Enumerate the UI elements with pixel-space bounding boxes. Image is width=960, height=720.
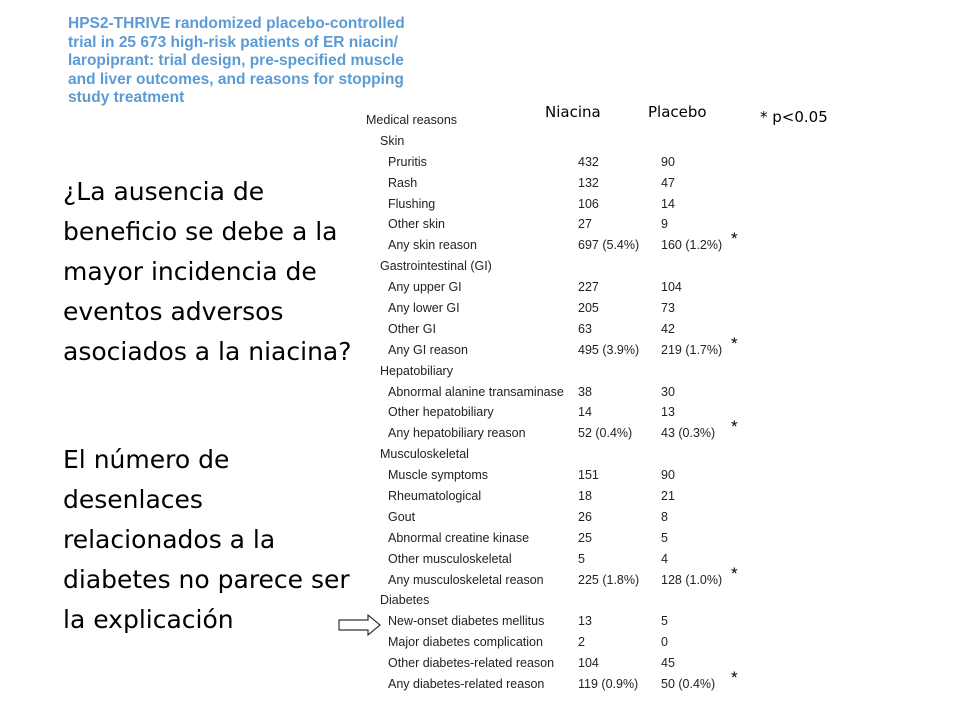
row-label: Gastrointestinal (GI) <box>380 259 492 274</box>
right-arrow-icon <box>338 614 382 636</box>
row-label: Pruritis <box>388 154 427 169</box>
significance-star: * <box>731 229 738 249</box>
title-line: HPS2-THRIVE randomized placebo-controlled <box>68 15 405 32</box>
niacin-value: 119 (0.9%) <box>578 677 639 692</box>
row-label: Rheumatological <box>388 489 482 504</box>
significance-star: * <box>731 563 738 583</box>
niacin-value: 52 (0.4%) <box>578 426 633 441</box>
significance-star: * <box>731 333 738 353</box>
placebo-value: 90 <box>661 468 675 483</box>
niacin-value: 432 <box>578 154 599 169</box>
placebo-value: 128 (1.0%) <box>661 572 723 587</box>
placebo-column-header: Placebo <box>648 103 707 121</box>
placebo-value: 30 <box>661 384 675 399</box>
row-label: Other musculoskeletal <box>388 551 512 566</box>
table-row <box>366 214 746 235</box>
placebo-value: 13 <box>661 405 675 420</box>
table-row <box>366 465 746 486</box>
placebo-value: 90 <box>661 154 675 169</box>
row-label: Any hepatobiliary reason <box>388 426 526 441</box>
row-label: Medical reasons <box>366 113 458 127</box>
adverse-events-table <box>366 110 746 695</box>
significance-note: * p<0.05 <box>760 108 828 126</box>
placebo-value: 5 <box>661 614 668 629</box>
niacin-value: 25 <box>578 530 592 545</box>
niacin-value: 205 <box>578 301 599 316</box>
niacin-value: 132 <box>578 175 599 190</box>
niacin-value: 495 (3.9%) <box>578 342 640 357</box>
niacin-value: 18 <box>578 489 592 504</box>
title-line: study treatment <box>68 89 185 106</box>
table-row <box>366 563 746 591</box>
placebo-value: 50 (0.4%) <box>661 677 716 692</box>
row-label: Major diabetes complication <box>388 635 543 650</box>
row-label: Diabetes <box>380 593 430 608</box>
table-row <box>366 229 746 256</box>
niacin-value: 697 (5.4%) <box>578 238 640 253</box>
placebo-value: 104 <box>661 280 682 295</box>
row-label: Gout <box>388 509 416 524</box>
table-row <box>366 110 746 131</box>
placebo-value: 21 <box>661 489 675 504</box>
niacin-value: 27 <box>578 217 592 232</box>
table-row <box>366 590 746 611</box>
row-label: Any skin reason <box>388 238 477 253</box>
placebo-value: 5 <box>661 530 668 545</box>
table-row <box>366 173 746 194</box>
title-line: trial in 25 673 high-risk patients of ER niacin/ <box>68 33 398 51</box>
row-label: Muscle symptoms <box>388 468 489 483</box>
table-row <box>366 333 746 361</box>
placebo-value: 43 (0.3%) <box>661 426 716 441</box>
placebo-value: 219 (1.7%) <box>661 342 723 357</box>
table-row <box>366 632 746 653</box>
placebo-value: 0 <box>661 635 668 650</box>
row-label: Other skin <box>388 217 445 232</box>
niacin-value: 227 <box>578 280 599 295</box>
row-label: Any upper GI <box>388 280 462 295</box>
table-row <box>366 256 746 277</box>
row-label: Other diabetes-related reason <box>388 656 555 671</box>
placebo-value: 160 (1.2%) <box>661 238 723 253</box>
niacin-value: 63 <box>578 321 592 336</box>
niacin-value: 38 <box>578 384 592 399</box>
row-label: Any lower GI <box>388 301 460 316</box>
niacin-value: 14 <box>578 405 592 420</box>
table-row <box>366 611 746 632</box>
table-row <box>366 668 746 695</box>
placebo-value: 73 <box>661 301 675 316</box>
niacin-value: 225 (1.8%) <box>578 572 640 587</box>
table-row <box>366 319 746 340</box>
table-row <box>366 382 746 403</box>
row-label: Any GI reason <box>388 342 468 357</box>
title-line: laropiprant: trial design, pre-specified muscle <box>68 52 404 69</box>
row-label: Hepatobiliary <box>380 363 453 378</box>
table-row <box>366 486 746 507</box>
title-line: and liver outcomes, and reasons for stopping <box>68 70 404 88</box>
table-row <box>366 194 746 215</box>
table-row <box>366 131 746 152</box>
niacin-column-header: Niacina <box>545 103 601 121</box>
row-label: Abnormal alanine transaminase <box>388 384 564 399</box>
niacin-value: 106 <box>578 196 599 211</box>
row-label: Any diabetes-related reason <box>388 677 545 692</box>
placebo-value: 8 <box>661 509 668 524</box>
question-text: ¿La ausencia de beneficio se debe a la mayor incidencia de eventos adversos asociados a la niacina? <box>63 177 352 366</box>
row-label: Other GI <box>388 321 436 336</box>
table-row <box>366 277 746 298</box>
table-row <box>366 507 746 528</box>
row-label: New-onset diabetes mellitus <box>388 614 545 629</box>
significance-star: * <box>731 668 738 688</box>
table-row <box>366 549 746 570</box>
row-label: Rash <box>388 175 418 190</box>
significance-star: * <box>731 417 738 437</box>
table-row <box>366 528 746 549</box>
niacin-value: 26 <box>578 509 592 524</box>
niacin-value: 151 <box>578 468 599 483</box>
answer-text: El número de desenlaces relacionados a la diabetes no parece ser la explicación <box>63 445 350 634</box>
paper-title <box>68 15 448 108</box>
placebo-value: 9 <box>661 217 668 232</box>
row-label: Other hepatobiliary <box>388 405 494 420</box>
table-row <box>366 653 746 674</box>
placebo-value: 42 <box>661 321 675 336</box>
row-label: Musculoskeletal <box>380 447 469 462</box>
row-label: Any musculoskeletal reason <box>388 572 544 587</box>
row-label: Flushing <box>388 196 436 211</box>
table-row <box>366 402 746 423</box>
table-row <box>366 152 746 173</box>
table-row <box>366 298 746 319</box>
placebo-value: 45 <box>661 656 675 671</box>
row-label: Abnormal creatine kinase <box>388 530 530 545</box>
placebo-value: 47 <box>661 175 675 190</box>
niacin-value: 2 <box>578 635 585 650</box>
placebo-value: 14 <box>661 196 675 211</box>
niacin-value: 5 <box>578 551 585 566</box>
table-row <box>366 361 746 382</box>
table-row <box>366 444 746 465</box>
row-label: Skin <box>380 133 405 148</box>
niacin-value: 13 <box>578 614 592 629</box>
niacin-value: 104 <box>578 656 599 671</box>
placebo-value: 4 <box>661 551 668 566</box>
table-row <box>366 417 746 444</box>
